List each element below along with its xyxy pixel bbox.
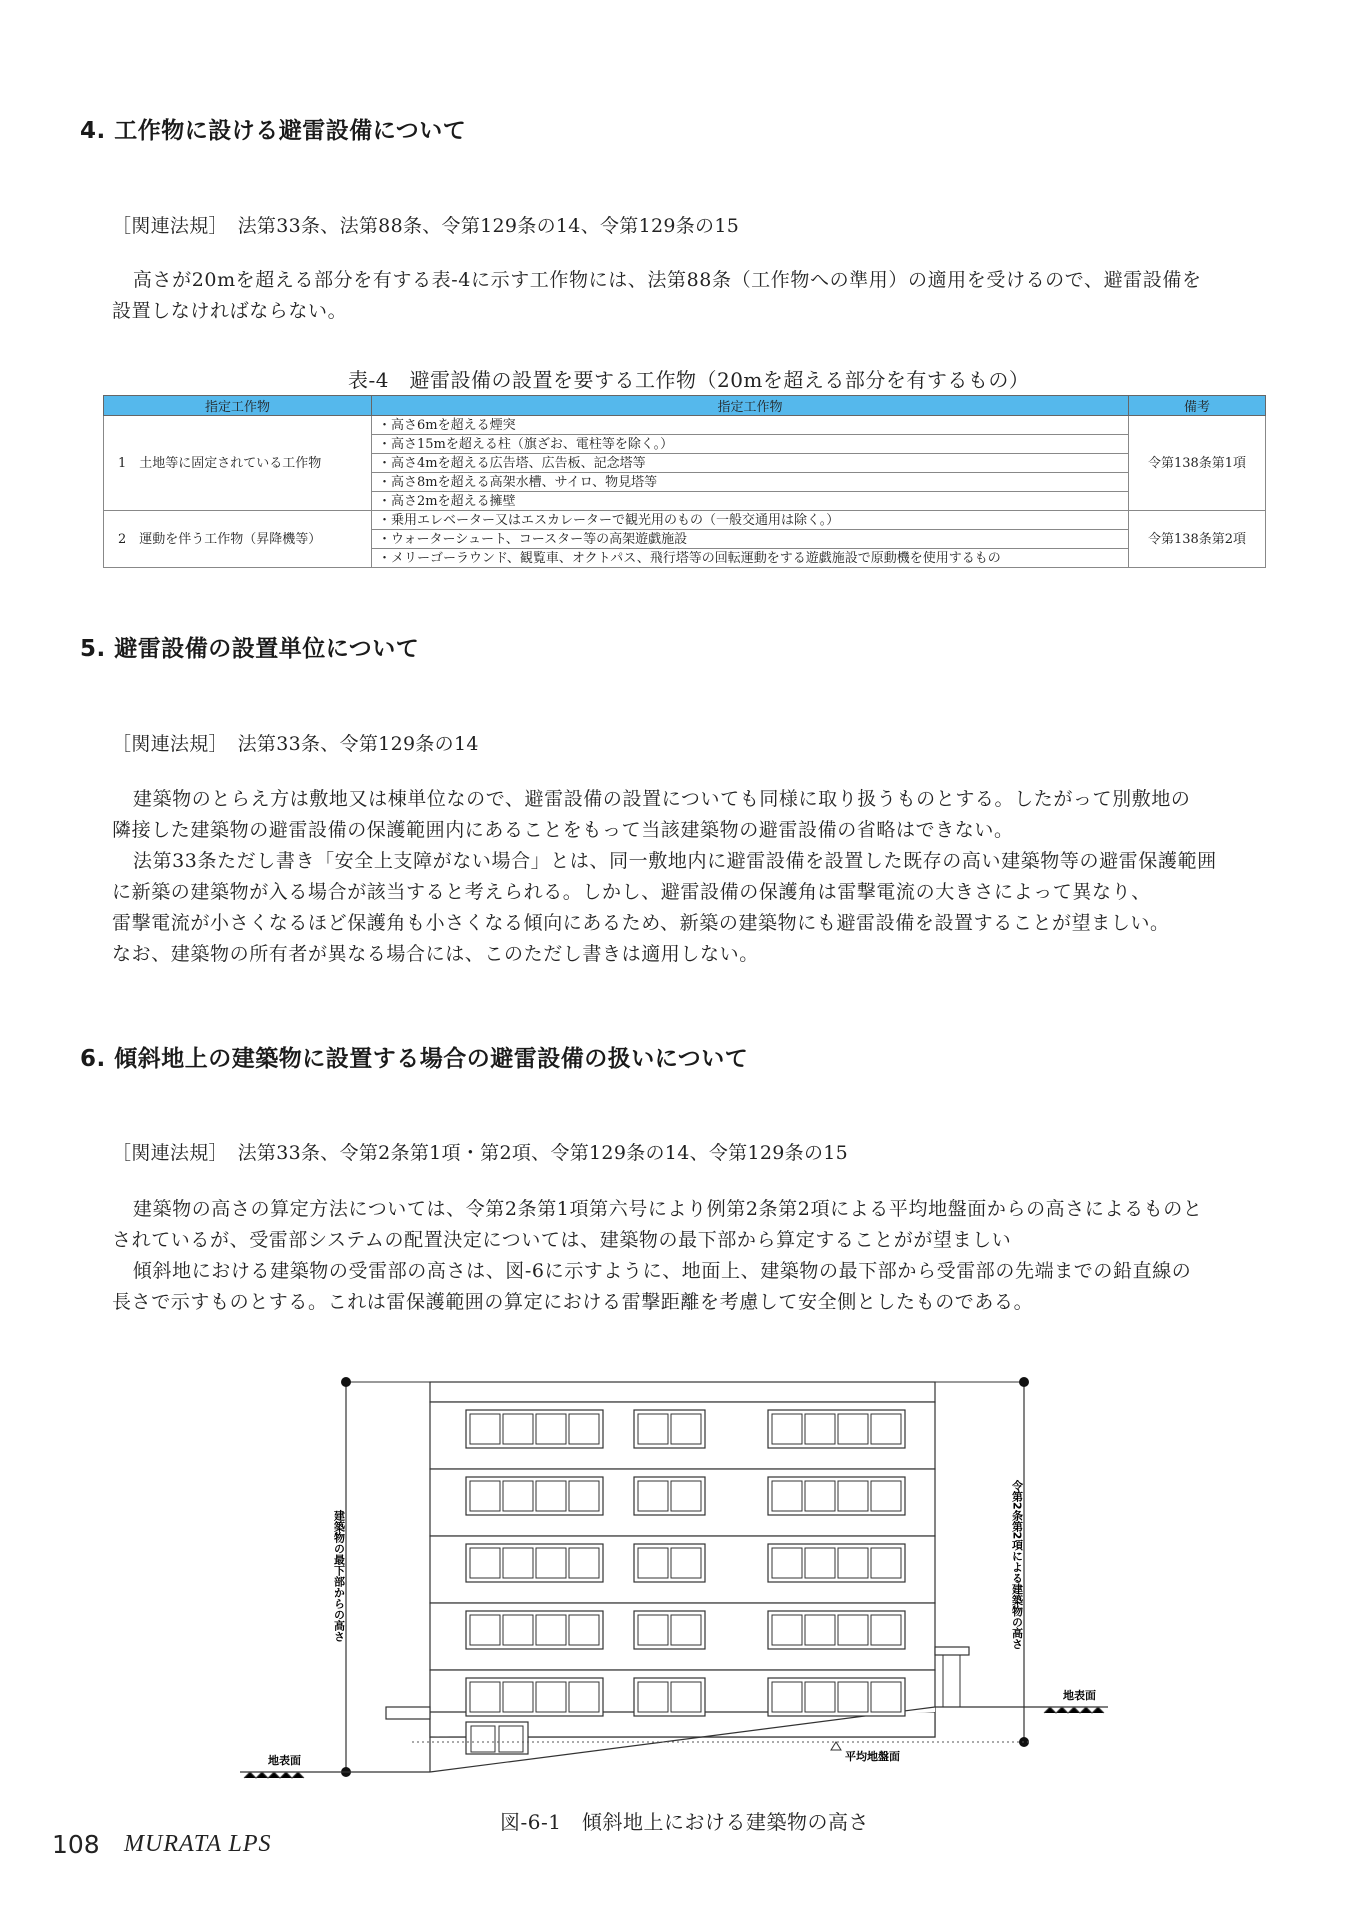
window-pane <box>638 1481 668 1511</box>
window-pane <box>536 1414 566 1444</box>
window-pane <box>503 1682 533 1712</box>
section-4-related-law: ［関連法規］ 法第33条、法第88条、令第129条の14、令第129条の15 <box>112 215 740 237</box>
item-cell: ・高さ6mを超える煙突 <box>372 416 1129 435</box>
category-cell: 2 運動を伴う工作物（昇降機等） <box>104 511 372 568</box>
section-6-related-law: ［関連法規］ 法第33条、令第2条第1項・第2項、令第129条の14、令第129条の15 <box>112 1142 849 1164</box>
window-pane <box>470 1615 500 1645</box>
window-pane <box>772 1682 802 1712</box>
page-number: 108 <box>52 1830 100 1859</box>
window-pane <box>503 1548 533 1578</box>
window-pane <box>671 1548 701 1578</box>
table-header-cell: 指定工作物 <box>372 396 1129 416</box>
section-4-heading: 4. 工作物に設ける避雷設備について <box>80 118 467 144</box>
window-pane <box>772 1414 802 1444</box>
note-cell: 令第138条第1項 <box>1129 416 1266 511</box>
window-pane <box>772 1548 802 1578</box>
window-pane <box>503 1615 533 1645</box>
item-cell: ・メリーゴーラウンド、観覧車、オクトパス、飛行塔等の回転運動をする遊戯施設で原動機を使用するもの <box>372 549 1129 568</box>
window-pane <box>536 1548 566 1578</box>
triangle-marker-icon <box>831 1742 841 1750</box>
right-height-label: 令第2条第2項による建築物の高さ <box>1010 1480 1024 1650</box>
paragraph-line: 建築物のとらえ方は敷地又は棟単位なので、避雷設備の設置についても同様に取り扱うものとする。したがって別敷地の <box>132 788 1191 810</box>
table-row <box>104 511 1266 530</box>
window-pane <box>536 1682 566 1712</box>
window-pane <box>838 1481 868 1511</box>
window-pane <box>671 1481 701 1511</box>
window-pane <box>638 1682 668 1712</box>
window-pane <box>871 1682 901 1712</box>
table-header-cell: 指定工作物 <box>104 396 372 416</box>
table-4 <box>103 395 1266 568</box>
window-pane <box>470 1548 500 1578</box>
window-pane <box>470 1682 500 1712</box>
window-pane <box>671 1615 701 1645</box>
item-cell: ・乗用エレベーター又はエスカレーターで観光用のもの（一般交通用は除く。） <box>372 511 1129 530</box>
table-header-row <box>104 396 1266 416</box>
window-pane <box>503 1481 533 1511</box>
window-pane <box>838 1548 868 1578</box>
section-4-paragraph <box>112 265 1292 327</box>
window-pane <box>569 1548 599 1578</box>
window-pane <box>671 1682 701 1712</box>
dimension-dot <box>1019 1377 1029 1387</box>
paragraph-line: 設置しなければならない。 <box>112 300 348 322</box>
paragraph-line: 雷撃電流が小さくなるほど保護角も小さくなる傾向にあるため、新築の建築物にも避雷設備を設置することが望ましい。 <box>112 912 1170 934</box>
table-header-cell: 備考 <box>1129 396 1266 416</box>
window-pane <box>470 1481 500 1511</box>
window-pane <box>671 1414 701 1444</box>
section-5-related-law: ［関連法規］ 法第33条、令第129条の14 <box>112 733 479 755</box>
paragraph-line: 法第33条ただし書き「安全上支障がない場合」とは、同一敷地内に避雷設備を設置した既存の高い建築物等の避雷保護範囲 <box>132 850 1217 872</box>
item-cell: ・高さ2mを超える擁壁 <box>372 492 1129 511</box>
section-5-paragraph <box>112 784 1292 970</box>
window-pane <box>772 1615 802 1645</box>
paragraph-line: 建築物の高さの算定方法については、令第2条第1項第六号により例第2条第2項による平均地盤面からの高さによるものと <box>132 1198 1203 1220</box>
window-pane <box>805 1682 835 1712</box>
table-4-caption: 表-4 避雷設備の設置を要する工作物（20mを超える部分を有するもの） <box>348 368 1030 392</box>
window-pane <box>871 1481 901 1511</box>
window-pane <box>536 1481 566 1511</box>
right-ground-label: 地表面 <box>1063 1689 1096 1702</box>
paragraph-line: なお、建築物の所有者が異なる場合には、このただし書きは適用しない。 <box>112 943 759 965</box>
brand-footer: MURATA LPS <box>124 1831 272 1857</box>
paragraph-line: 隣接した建築物の避雷設備の保護範囲内にあることをもって当該建築物の避雷設備の省略はできない。 <box>112 819 1014 841</box>
window-pane <box>805 1481 835 1511</box>
paragraph-line: されているが、受雷部システムの配置決定については、建築物の最下部から算定することがが望ましい <box>112 1229 1012 1251</box>
table-row <box>104 416 1266 435</box>
left-ground-label: 地表面 <box>268 1754 301 1767</box>
category-cell: 1 土地等に固定されている工作物 <box>104 416 372 511</box>
window-pane <box>871 1548 901 1578</box>
figure-caption: 図-6-1 傾斜地上における建築物の高さ <box>500 1810 869 1834</box>
item-cell: ・高さ8mを超える高架水槽、サイロ、物見塔等 <box>372 473 1129 492</box>
building-height-figure <box>0 1360 1358 1800</box>
window-pane <box>838 1414 868 1444</box>
window-pane <box>569 1414 599 1444</box>
item-cell: ・高さ4mを超える広告塔、広告板、記念塔等 <box>372 454 1129 473</box>
section-6-paragraph <box>112 1194 1292 1318</box>
window-pane <box>638 1615 668 1645</box>
window-pane <box>838 1682 868 1712</box>
dimension-dot <box>341 1377 351 1387</box>
paragraph-line: 高さが20mを超える部分を有する表-4に示す工作物には、法第88条（工作物への準用）の適用を受けるので、避雷設備を <box>132 269 1202 291</box>
window-pane <box>838 1615 868 1645</box>
window-pane <box>638 1414 668 1444</box>
window-pane <box>805 1548 835 1578</box>
window-pane <box>569 1481 599 1511</box>
paragraph-line: 長さで示すものとする。これは雷保護範囲の算定における雷撃距離を考慮して安全側としたものである。 <box>112 1291 1034 1313</box>
average-ground-label: 平均地盤面 <box>845 1750 900 1763</box>
window-pane <box>470 1414 500 1444</box>
left-height-label: 建築物の最下部からの高さ <box>332 1510 346 1642</box>
section-6-heading: 6. 傾斜地上の建築物に設置する場合の避雷設備の扱いについて <box>80 1046 749 1072</box>
window-pane <box>638 1548 668 1578</box>
note-cell: 令第138条第2項 <box>1129 511 1266 568</box>
window-pane <box>871 1414 901 1444</box>
section-5-heading: 5. 避雷設備の設置単位について <box>80 636 420 662</box>
window-pane <box>805 1414 835 1444</box>
window-pane <box>536 1615 566 1645</box>
window-pane <box>805 1615 835 1645</box>
window-pane <box>871 1615 901 1645</box>
paragraph-line: に新築の建築物が入る場合が該当すると考えられる。しかし、避雷設備の保護角は雷撃電流の大きさによって異なり、 <box>112 881 1151 903</box>
window-pane <box>569 1682 599 1712</box>
paragraph-line: 傾斜地における建築物の受雷部の高さは、図-6に示すように、地面上、建築物の最下部から受雷部の先端までの鉛直線の <box>132 1260 1192 1282</box>
window-pane <box>772 1481 802 1511</box>
window-pane <box>503 1414 533 1444</box>
window-pane <box>569 1615 599 1645</box>
item-cell: ・高さ15mを超える柱（旗ざお、電柱等を除く。） <box>372 435 1129 454</box>
item-cell: ・ウォーターシュート、コースター等の高架遊戯施設 <box>372 530 1129 549</box>
